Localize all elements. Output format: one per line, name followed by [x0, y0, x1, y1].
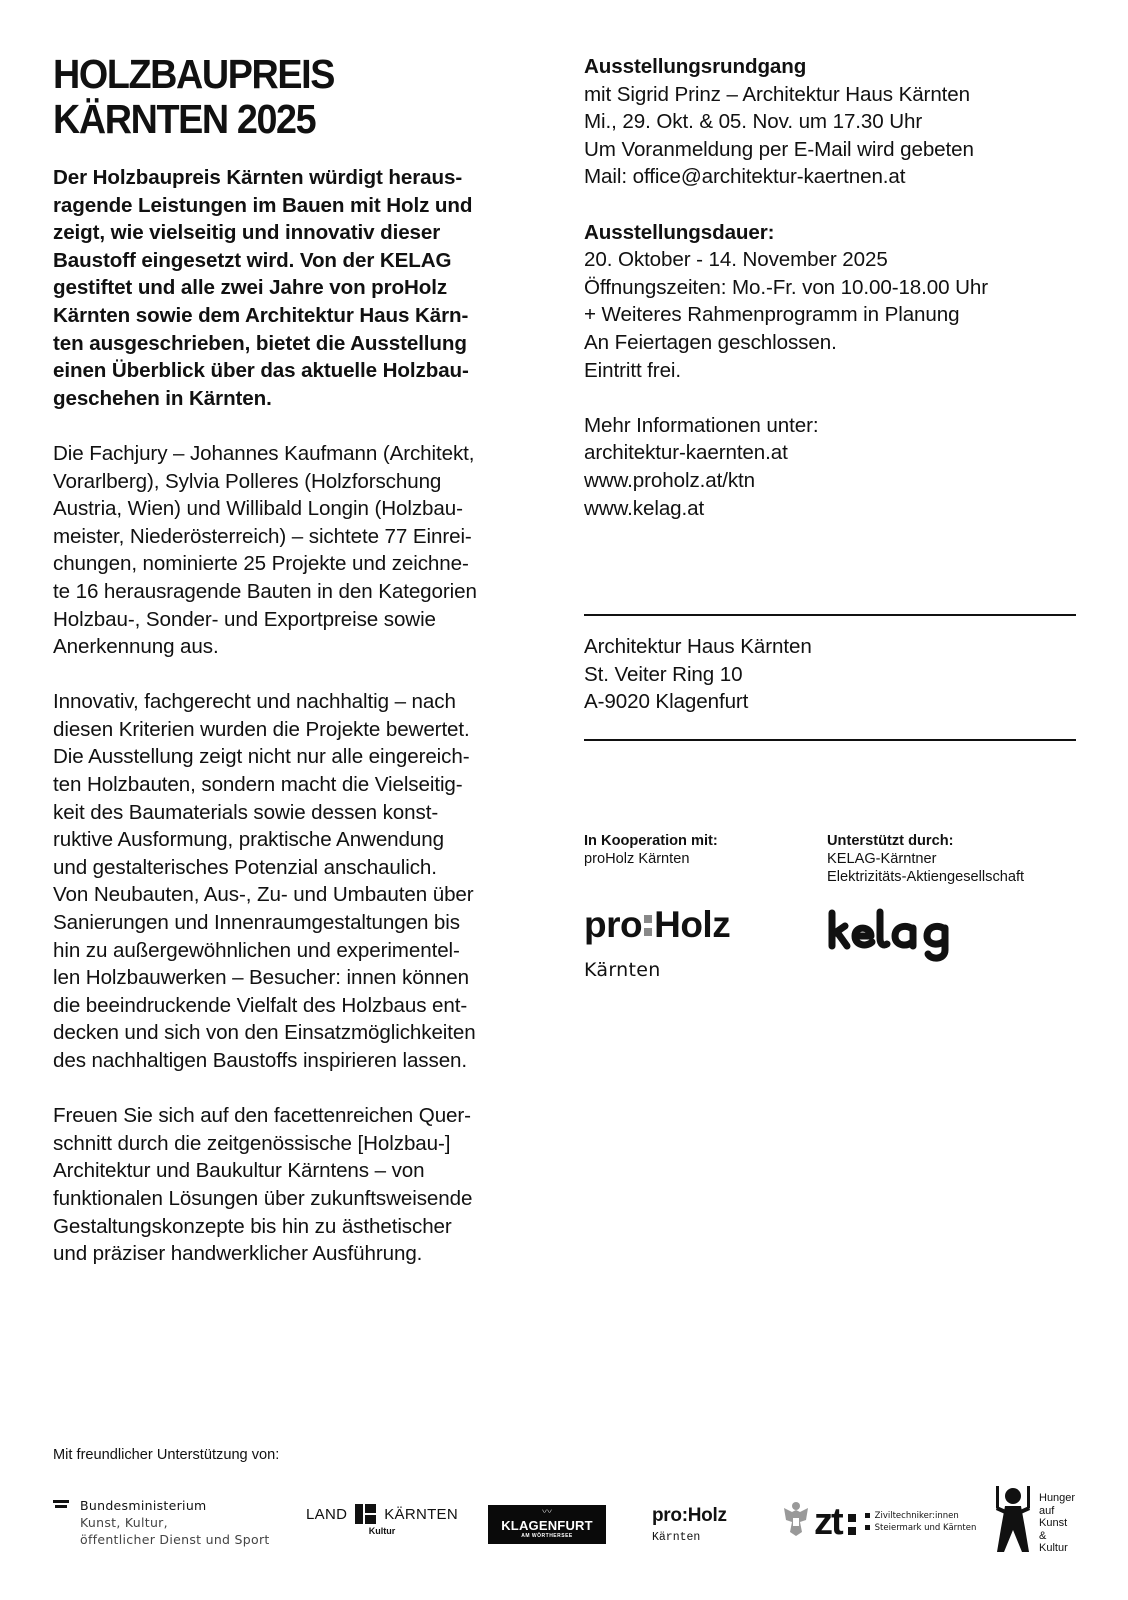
text-line: Baustoff eingesetzt wird. Von der KELAG — [53, 248, 452, 272]
proholz-logo: pro Holz Kärnten — [584, 904, 731, 981]
bundesministerium-logo: Bundesministerium Kunst, Kultur, öffentlicher Dienst und Sport — [53, 1497, 270, 1548]
text-line: Von Neubauten, Aus-, Zu- und Umbauten über — [53, 883, 474, 907]
text-line: Öffnungszeiten: Mo.-Fr. von 10.00-18.00 Uhr — [584, 275, 988, 299]
dragon-icon: 〰 — [542, 1507, 552, 1518]
text-line: Architektur Haus Kärnten — [584, 635, 812, 658]
text-line: chungen, nominierte 25 Projekte und zeichne- — [53, 552, 469, 576]
text-line: Kultur — [1039, 1542, 1068, 1554]
kelag-logo — [827, 908, 955, 969]
kelag-wordmark-icon — [827, 908, 955, 964]
link-architektur-kaernten[interactable]: architektur-kaernten.at — [584, 441, 788, 465]
divider — [584, 614, 1076, 616]
tour-info — [584, 53, 1084, 191]
text-line: ten Holzbauten, sondern macht die Vielseitig- — [53, 773, 463, 797]
text-line: & — [1039, 1529, 1047, 1542]
supported-by-heading: Unterstützt durch: — [827, 833, 954, 849]
text-line: Eintritt frei. — [584, 358, 682, 382]
supporter-line: Elektrizitäts-Aktiengesellschaft — [827, 869, 1025, 885]
text-line: An Feiertagen geschlossen. — [584, 330, 837, 354]
right-column — [584, 53, 1084, 550]
cooperation-partner: proHolz Kärnten — [584, 851, 690, 867]
intro-paragraph — [53, 164, 543, 412]
text-line: Innovativ, fachgerecht und nachhaltig – nach — [53, 690, 456, 714]
left-column — [53, 164, 543, 1295]
text-line: + Weiteres Rahmenprogramm in Planung — [584, 303, 960, 327]
text-line: Kunst — [1039, 1517, 1068, 1529]
text-line: und präziser handwerklicher Ausführung. — [53, 1242, 423, 1266]
text-line: zeigt, wie vielseitig und innovativ dieser — [53, 221, 441, 245]
austrian-flag-icon — [53, 1500, 69, 1510]
text-line: Um Voranmeldung per E-Mail wird gebeten — [584, 137, 974, 161]
text-line: diesen Kriterien wurden die Projekte bewertet. — [53, 717, 470, 741]
text-line: geschehen in Kärnten. — [53, 386, 272, 410]
text-line: ten ausgeschrieben, bietet die Ausstellung — [53, 331, 467, 355]
text-line: funktionalen Lösungen über zukunftsweisende — [53, 1186, 473, 1210]
text-line: hin zu außergewöhnlichen und experimentel- — [53, 938, 460, 962]
text-line: Holzbau-, Sonder- und Exportpreise sowie — [53, 607, 436, 631]
text-line: Anerkennung aus. — [53, 635, 219, 659]
text-line: ruktive Ausformung, praktische Anwendung — [53, 828, 444, 852]
text-line: Freuen Sie sich auf den facettenreichen Quer- — [53, 1104, 471, 1128]
address-block — [584, 633, 812, 716]
text-line: Der Holzbaupreis Kärnten würdigt heraus- — [53, 166, 463, 189]
text-line: decken und sich von den Einsatzmöglichkeiten — [53, 1021, 476, 1045]
text-line: Gestaltungskonzepte bis hin zu ästhetischer — [53, 1214, 452, 1238]
jury-paragraph — [53, 440, 543, 661]
text-line: und gestalterisches Potenzial anschaulich. — [53, 855, 437, 879]
text-line: ragende Leistungen im Bauen mit Holz und — [53, 193, 473, 217]
text-line: Die Ausstellung zeigt nicht nur alle eingereich- — [53, 745, 470, 769]
link-proholz[interactable]: www.proholz.at/ktn — [584, 468, 756, 492]
closing-paragraph — [53, 1102, 543, 1268]
duration-info — [584, 219, 1084, 385]
colon-icon — [848, 1514, 856, 1535]
text-line: Mail: office@architektur-kaertnen.at — [584, 165, 906, 189]
cooperation-heading: In Kooperation mit: — [584, 833, 718, 849]
text-line: auf — [1039, 1504, 1055, 1517]
criteria-paragraph — [53, 688, 543, 1074]
text-line: Architektur und Baukultur Kärntens – von — [53, 1159, 425, 1183]
text-line: 20. Oktober - 14. November 2025 — [584, 248, 888, 272]
text-line: Kärnten sowie dem Architektur Haus Kärn- — [53, 303, 469, 327]
text-line: Sanierungen und Innenraumgestaltungen bis — [53, 911, 460, 935]
text-line: Mi., 29. Okt. & 05. Nov. um 17.30 Uhr — [584, 110, 923, 134]
text-line: Vorarlberg), Sylvia Polleres (Holzforschung — [53, 469, 442, 493]
land-kaernten-symbol-icon — [355, 1504, 376, 1524]
title-line: HOLZBAUPREIS — [53, 51, 335, 97]
text-line: len Holzbauwerken – Besucher: innen können — [53, 966, 469, 990]
supporter-line: KELAG-Kärntner — [827, 851, 937, 867]
supported-by-block — [827, 832, 1024, 886]
page-title — [53, 52, 334, 142]
sponsors-heading: Mit freundlicher Unterstützung von: — [53, 1447, 280, 1463]
duration-heading: Ausstellungsdauer: — [584, 220, 775, 244]
text-line: meister, Niederösterreich) – sichtete 77 Einrei- — [53, 524, 472, 548]
title-line: KÄRNTEN 2025 — [53, 96, 316, 142]
text-line: keit des Baumaterials sowie dessen konst- — [53, 800, 439, 824]
tour-details — [584, 81, 1084, 191]
text-line: einen Überblick über das aktuelle Holzbau- — [53, 359, 469, 383]
person-with-cutlery-icon — [993, 1484, 1033, 1554]
text-line: St. Veiter Ring 10 — [584, 662, 743, 686]
text-line: te 16 herausragende Bauten in den Kategorien — [53, 579, 477, 603]
text-line: schnitt durch die zeitgenössische [Holzbau-] — [53, 1131, 451, 1155]
divider — [584, 739, 1076, 741]
more-info — [584, 412, 1084, 522]
text-line: gestiftet und alle zwei Jahre von proHolz — [53, 276, 448, 300]
proholz-small-logo: pro:Holz Kärnten — [652, 1505, 727, 1544]
austrian-eagle-icon — [782, 1500, 810, 1538]
link-kelag[interactable]: www.kelag.at — [584, 496, 705, 520]
colon-icon — [644, 915, 652, 936]
duration-details — [584, 246, 1084, 384]
klagenfurt-logo: 〰 KLAGENFURT AM WÖRTHERSEE — [488, 1505, 606, 1544]
text-line: Austria, Wien) und Willibald Longin (Holzbau- — [53, 497, 463, 521]
ziviltechniker-logo: zt Ziviltechniker:innen Steiermark und Kärnten — [782, 1500, 976, 1538]
cooperation-block — [584, 832, 718, 868]
more-info-heading: Mehr Informationen unter: — [584, 413, 819, 437]
text-line: die beeindruckende Vielfalt des Holzbaus ent- — [53, 993, 468, 1017]
tour-heading: Ausstellungsrundgang — [584, 55, 807, 78]
text-line: des nachhaltigen Baustoffs inspirieren lassen. — [53, 1049, 468, 1072]
text-line: A-9020 Klagenfurt — [584, 690, 749, 714]
text-line: Hunger — [1039, 1492, 1076, 1504]
hunger-auf-kunst-logo — [993, 1484, 1075, 1555]
text-line: mit Sigrid Prinz – Architektur Haus Kärnten — [584, 82, 970, 106]
text-line: Die Fachjury – Johannes Kaufmann (Architekt, — [53, 441, 475, 465]
land-kaernten-logo: LAND KÄRNTEN Kultur — [306, 1505, 458, 1536]
